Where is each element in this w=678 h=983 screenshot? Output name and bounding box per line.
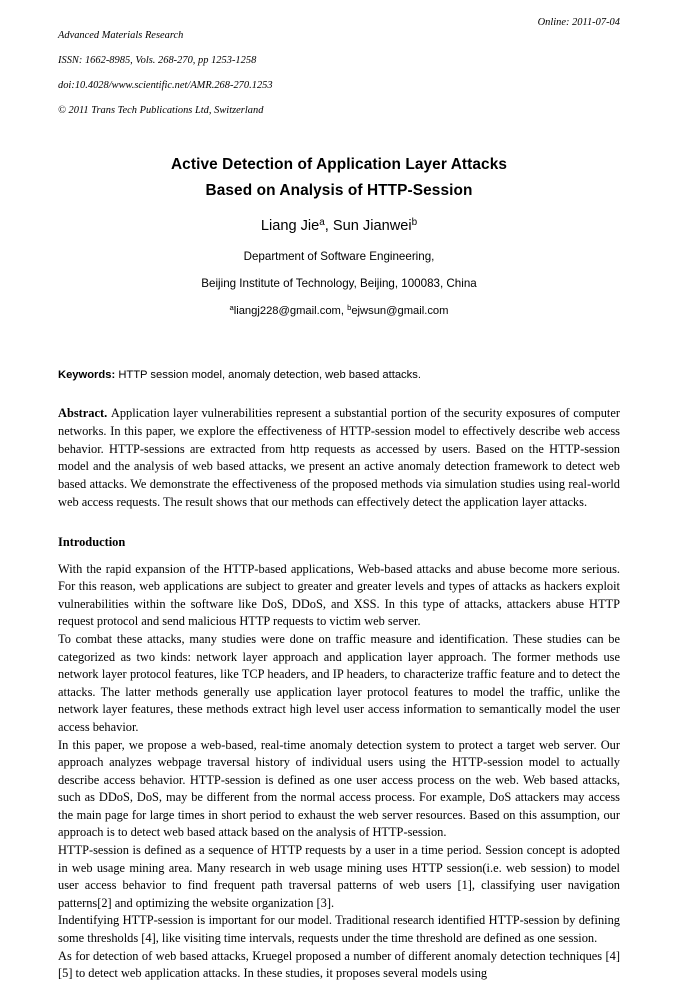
affiliation-department: Department of Software Engineering, [243,250,435,264]
journal-header [58,17,620,130]
author-2-superscript: b [411,217,418,229]
email-2-superscript: b [347,303,352,313]
keywords-value: HTTP session model, anomaly detection, web based attacks. [118,369,421,382]
email-1-superscript: a [229,303,234,313]
abstract-label: Abstract. [58,406,108,421]
paragraph: With the rapid expansion of the HTTP-based applications, Web-based attacks and abuse become more serious. For this reason, web applications are subject to greater and greater levels and types of attacks as hackers exploit vulnerabilities within the software like DoS, DDoS, and XSS. In this type of attacks, attackers abuse HTTP request protocol and send malicious HTTP requests to victim web server. [58,561,620,629]
journal-name: Advanced Materials Research [58,29,184,41]
journal-issn: ISSN: 1662-8985, Vols. 268-270, pp 1253-1258 [58,54,257,66]
title-line-1: Active Detection of Application Layer Attacks [170,156,508,174]
affiliation-institute: Beijing Institute of Technology, Beijing, 100083, China [201,277,477,291]
author-emails [58,301,620,321]
paragraph: HTTP-session is defined as a sequence of HTTP requests by a user in a time period. Session concept is adopted in web usage mining area. Many research in web usage mining uses HTTP session(i.e. web session) to model user access behavior to find frequent path traversal patterns of web users [1], classifying user navigation patterns[2] and optimizing the website organization [3]. [58,843,620,910]
author-names [58,216,620,237]
introduction-body [58,561,620,983]
email-2: ejwsun@gmail.com [351,305,449,318]
author-2-name: Sun Jianwei [332,218,412,235]
title-line-2: Based on Analysis of HTTP-Session [205,181,473,199]
keywords-label: Keywords: [58,369,116,382]
page-title [58,152,620,203]
keywords-line [58,368,620,383]
section-heading-introduction: Introduction [58,534,126,549]
paragraph: To combat these attacks, many studies were done on traffic measure and identification. These studies can be categorized as two kinds: network layer approach and application layer approach. The former methods use network layer protocol features, like TCP headers, and IP headers, to characterize traffic feature and to detect the attacks. The latter methods generally use application layer protocol features to model the traffic, unlike the network layer features, these methods extract high level user access information to semantically model the user access behavior. [58,631,620,734]
paragraph: Indentifying HTTP-session is important for our model. Traditional research identified HTTP-session by defining some thresholds [4], like visiting time intervals, requests under the time threshold are defined as one session. [58,913,620,946]
author-separator: , [324,218,333,235]
journal-doi: doi:10.4028/www.scientific.net/AMR.268-270.1253 [58,79,273,91]
abstract-text: Application layer vulnerabilities represent a substantial portion of the security exposures of computer networks. In this paper, we explore the effectiveness of HTTP-session model to effectively describe web access behavior. HTTP-sessions are extracted from http requests as accessed by users. Based on the HTTP-session model and the analysis of web based attacks, we present an active anomaly detection framework to detect web based attacks. We demonstrate the effectiveness of the proposed methods via simulation studies using real-world web access requests. The result shows that our methods can effectively detect the application layer attacks. [58,406,620,509]
abstract-section [58,405,620,511]
paragraph: In this paper, we propose a web-based, real-time anomaly detection system to protect a target web server. Our approach analyzes webpage traversal history of individual users using the HTTP-session model to actually describe access behavior. HTTP-session is defined as one user access process on the web. Web based attacks, such as DDoS, DoS, may be different from the normal access process. For example, DoS attackers may access the main page for large times in short period to exhaust the web server resources. Based on this assumption, our approach is to detect web based attack based on the analysis of HTTP-session. [58,737,620,840]
email-1: liangj228@gmail.com, [233,305,344,318]
online-date: Online: 2011-07-04 [537,17,620,28]
author-block [58,216,620,321]
author-1-superscript: a [319,217,325,229]
journal-metadata [58,17,273,130]
paragraph: As for detection of web based attacks, Kruegel proposed a number of different anomaly detection techniques [4] [5] to detect web application attacks. In these studies, it proposes several models using [58,948,620,981]
journal-copyright: © 2011 Trans Tech Publications Ltd, Switzerland [58,105,264,117]
author-1-name: Liang Jie [260,218,320,235]
